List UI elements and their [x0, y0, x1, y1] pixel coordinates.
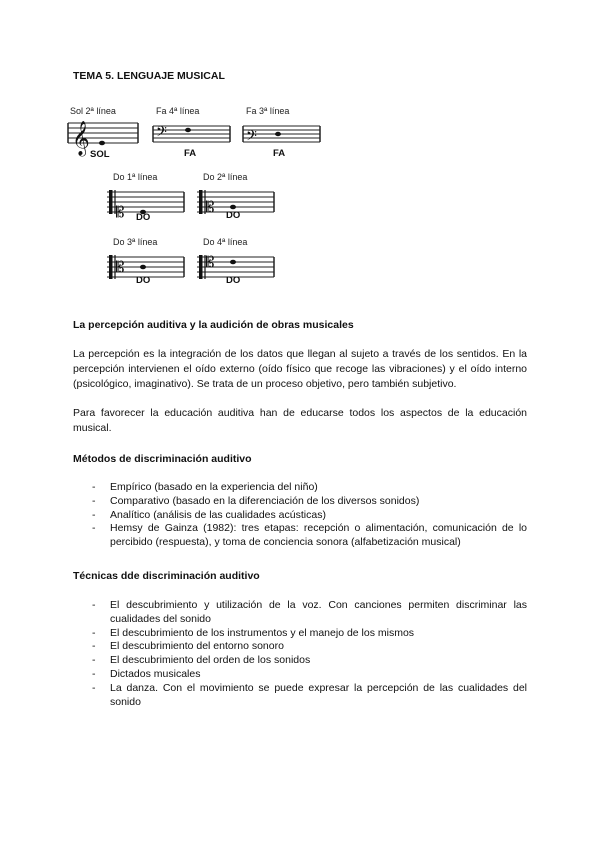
note-name: DO [226, 275, 241, 286]
list-bullet: - [92, 640, 96, 653]
svg-text:𝄢: 𝄢 [156, 124, 167, 144]
clef-label: Do 4ª línea [203, 237, 248, 247]
clef-figure-do3 [105, 237, 190, 299]
list-item: - El descubrimiento del entorno sonoro [92, 640, 284, 653]
clef-figure-do2 [195, 172, 280, 234]
note-name: FA [184, 148, 197, 159]
list-bullet: - [92, 494, 96, 507]
list-bullet: - [92, 508, 96, 521]
paragraph-educacion: Para favorecer la educación auditiva han de educarse todos los aspectos de la educación musical. [73, 407, 527, 434]
list-item: - La danza. Con el movimiento se puede expresar la percepción de las cualidades del sonido [92, 681, 527, 708]
list-item: - El descubrimiento del orden de los sonidos [92, 654, 311, 667]
note-name: FA [273, 148, 286, 159]
list-bullet: - [92, 626, 96, 639]
c-clef-staff [105, 172, 190, 234]
list-item: - Dictados musicales [92, 667, 201, 680]
list-item: - Analítico (análisis de las cualidades acústicas) [92, 508, 326, 521]
svg-text:𝄡: 𝄡 [116, 203, 125, 221]
clef-label: Do 2ª línea [203, 172, 248, 182]
c-clef-staff [195, 172, 280, 234]
note-name: SOL [90, 149, 110, 160]
metodos-list [73, 481, 527, 550]
clef-figure-fa3 [240, 106, 325, 166]
list-bullet: - [92, 522, 96, 535]
list-bullet: - [92, 654, 96, 667]
list-item: - Comparativo (basado en la diferenciación de los diversos sonidos) [92, 494, 420, 507]
paragraph-percepcion: La percepción es la integración de los datos que llegan al sujeto a través de los sentidos. En la percepción intervienen el oído externo (oído físico que recoge las vibraciones) y el oído interno (psicológico, imaginativo). Se trata de un proceso objetivo, pero también subjetivo. [73, 348, 527, 390]
clef-label: Do 3ª línea [113, 237, 158, 247]
clef-label: Sol 2ª línea [70, 106, 116, 116]
c-clef-staff [105, 237, 190, 299]
section-heading-percepcion: La percepción auditiva y la audición de obras musicales [73, 319, 354, 331]
list-item: - El descubrimiento y utilización de la voz. Con canciones permiten discriminar las cualidades del sonido [92, 599, 527, 625]
svg-text:𝄡: 𝄡 [206, 198, 215, 216]
clef-label: Fa 3ª línea [246, 106, 290, 116]
svg-text:𝄡: 𝄡 [116, 258, 125, 276]
document-title: TEMA 5. LENGUAJE MUSICAL [73, 70, 225, 82]
clef-label: Fa 4ª línea [156, 106, 200, 116]
c-clef-staff [195, 237, 280, 299]
section-heading-tecnicas: Técnicas dde discriminación auditivo [73, 570, 260, 582]
list-bullet: - [92, 667, 96, 680]
note-name: DO [136, 275, 151, 286]
section-heading-metodos: Métodos de discriminación auditivo [73, 453, 252, 465]
note-name: DO [136, 212, 151, 223]
clef-figure-do1 [105, 172, 190, 234]
tecnicas-list [73, 599, 527, 709]
list-bullet: - [92, 681, 96, 694]
clef-figure-fa4 [150, 106, 235, 166]
svg-text:𝄡: 𝄡 [206, 253, 215, 271]
list-bullet: - [92, 599, 96, 611]
note-name: DO [226, 210, 241, 221]
svg-text:𝄞: 𝄞 [72, 121, 90, 156]
list-bullet: - [92, 481, 96, 493]
clef-figure-do4 [195, 237, 280, 299]
clef-label: Do 1ª línea [113, 172, 158, 182]
svg-text:𝄢: 𝄢 [246, 128, 257, 148]
list-item: - Hemsy de Gainza (1982): tres etapas: recepción o alimentación, comunicación de lo percibido (respuesta), y toma de conciencia sonora (alfabetización musical) [92, 522, 527, 549]
clef-figure-sol [64, 106, 144, 166]
list-item: - El descubrimiento de los instrumentos y el manejo de los mismos [92, 626, 415, 639]
list-item: - Empírico (basado en la experiencia del niño) [92, 481, 318, 493]
